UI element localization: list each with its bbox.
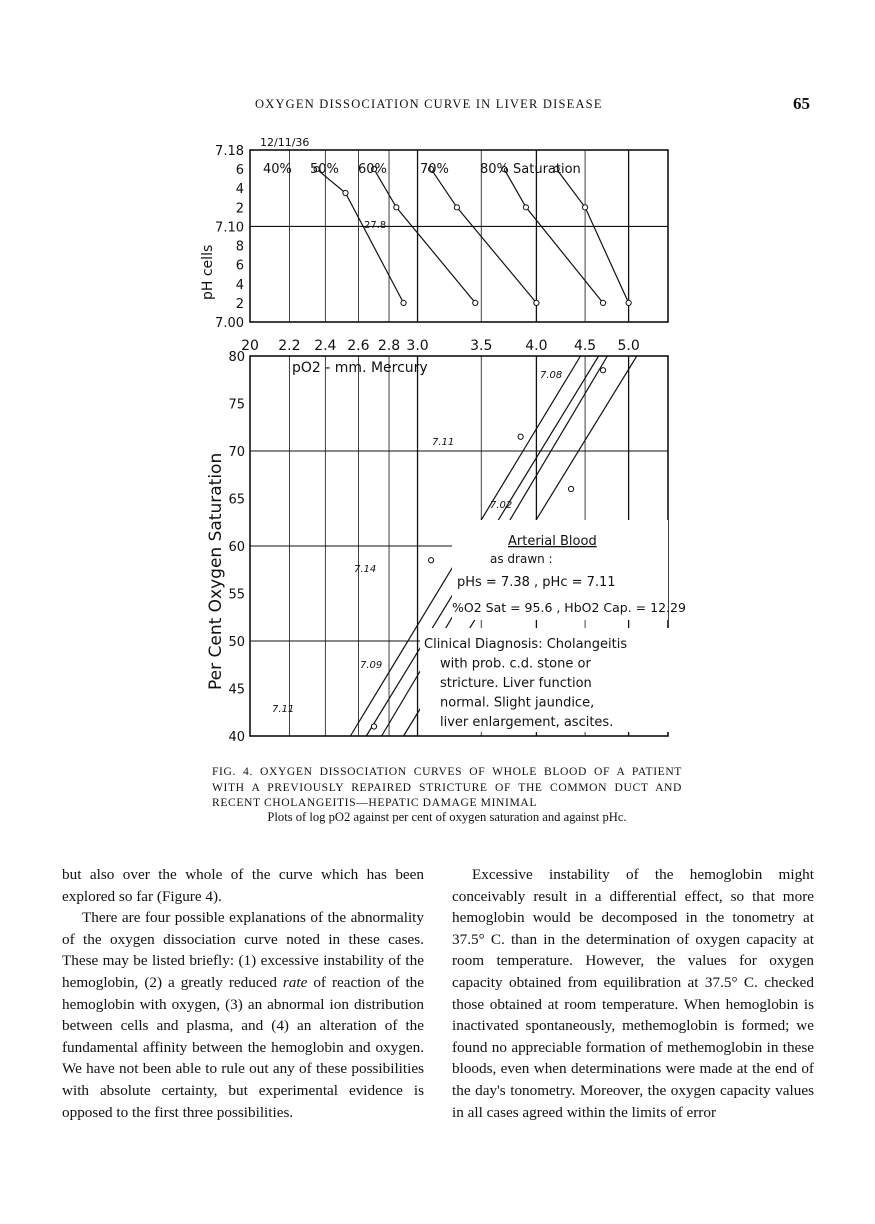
upper-data-point (523, 205, 528, 210)
lower-data-point (568, 486, 573, 491)
arterial-sub: as drawn : (490, 552, 553, 566)
point-label: 7.08 (540, 370, 563, 381)
x-tick-label: 4.0 (525, 338, 548, 354)
lower-y-tick-label: 80 (228, 350, 245, 365)
upper-y-tick-label: 4 (235, 277, 244, 293)
right-paragraph-1: Excessive instability of the hemoglobin might conceivably result in a differential effect, so that more hemoglobin would be decomposed in the tonometry at 37.5° C. than in the determination of oxygen capacity at room temperature. However, the values for oxygen capacity obtained from equilibration at 37.5° C. checked those obtained at room temperature. When hemoglobin is inactivated spontaneously, methemoglobin is formed; we found no appreciable formation of methemoglobin in these bloods, even when determinations were made at the end of the day's tonometry. Moreover, the oxygen capacity values in all cases agreed within the limits of error (452, 866, 814, 1121)
upper-y-tick-label: 7.10 (215, 220, 244, 236)
diagnosis-line: stricture. Liver function (440, 676, 592, 691)
saturation-label: 60% (358, 162, 387, 177)
left-column (62, 864, 424, 1123)
left-p2-emphasis: rate (282, 973, 308, 991)
x-tick-label: 2.8 (377, 338, 401, 354)
upper-series-line (431, 169, 536, 303)
lower-y-tick-label: 65 (228, 492, 245, 508)
upper-data-point (343, 190, 348, 195)
left-paragraph-1: but also over the whole of the curve which has been explored so far (Figure 4). (62, 866, 424, 905)
upper-series-line (557, 169, 629, 303)
right-column (452, 864, 814, 1123)
x-tick-label: 4.5 (573, 338, 597, 354)
upper-data-point (600, 300, 605, 305)
lower-y-tick-label: 70 (228, 445, 245, 460)
point-label: 7.11 (272, 704, 295, 715)
upper-data-point (626, 300, 631, 305)
left-paragraph-2 (62, 907, 424, 1123)
upper-y-tick-label: 8 (235, 239, 244, 255)
diagnosis-line: with prob. c.d. stone or (440, 656, 591, 672)
arterial-ph: pHs = 7.38 , pHc = 7.11 (457, 575, 616, 590)
x-tick-label: 2.2 (278, 338, 301, 354)
diagnosis-line: liver enlargement, ascites. (440, 715, 614, 730)
lower-data-point (371, 724, 376, 729)
x-tick-labels (241, 338, 640, 354)
date-label: 12/11/36 (260, 136, 310, 149)
left-p2-a: There are four possible explanations of the abnormality of the oxygen dissociation curve noted in these cases. These may be listed briefly: (1) excessive instability of the hemoglobin, (2) a greatly reduced (62, 909, 424, 991)
x-tick-label: 2.6 (347, 338, 370, 354)
upper-y-tick-label: 2 (235, 201, 244, 217)
upper-data-point (401, 300, 406, 305)
point-label: 7.14 (354, 564, 377, 575)
x-tick-label: 3.5 (470, 338, 493, 354)
saturation-label: 40% (263, 162, 292, 177)
diagnosis-line: Clinical Diagnosis: Cholangeitis (424, 637, 628, 652)
upper-y-tick-label: 7.00 (215, 316, 244, 331)
saturation-label: 80% Saturation (480, 162, 581, 177)
figure-subcaption: Plots of log pO2 against per cent of oxygen saturation and against pHc. (267, 810, 627, 824)
running-title: OXYGEN DISSOCIATION CURVE IN LIVER DISEASE (255, 97, 603, 111)
lower-y-tick-label: 55 (228, 587, 245, 603)
saturation-labels (263, 162, 581, 177)
arterial-title: Arterial Blood (508, 534, 597, 549)
x-axis-title: pO2 - mm. Mercury (292, 360, 428, 376)
upper-data-point (454, 205, 459, 210)
left-p2-b: of reaction of the hemoglobin with oxygen, (3) an abnormal ion distribution between cells and plasma, and (4) an alteration of the fundamental affinity between the hemoglobin and oxygen. We have not been able to rule out any of these possibilities with absolute certainty, but experimental evidence is opposed to the first three possibilities. (62, 973, 425, 1121)
upper-y-tick-label: 6 (235, 163, 244, 179)
upper-data-point (394, 205, 399, 210)
saturation-label: 50% (310, 162, 339, 177)
upper-y-tick-label: 2 (235, 296, 244, 312)
point-label: 7.11 (432, 437, 455, 448)
figure-caption: FIG. 4. OXYGEN DISSOCIATION CURVES OF WHOLE BLOOD OF A PATIENT WITH A PREVIOUSLY REPAIRED STRICTURE OF THE COMMON DUCT AND RECENT CHOLANGEITIS—HEPATIC DAMAGE MINIMAL (212, 765, 682, 809)
upper-data-point (473, 300, 478, 305)
lower-y-axis-title: Per Cent Oxygen Saturation (206, 452, 226, 690)
lower-y-tick-label: 40 (228, 730, 245, 745)
lower-y-tick-label: 45 (228, 682, 245, 698)
lower-y-tick-label: 50 (228, 635, 245, 650)
saturation-label: 70% (420, 162, 449, 177)
upper-y-axis-title: pH cells (200, 244, 216, 300)
x-tick-label: 5.0 (617, 338, 640, 354)
lower-y-tick-label: 60 (228, 540, 245, 555)
lower-y-tick-label: 75 (228, 397, 245, 413)
upper-annotation: 27.8 (364, 220, 387, 231)
upper-y-tick-label: 4 (235, 182, 244, 198)
upper-y-tick-label: 7.18 (215, 144, 244, 159)
upper-y-tick-label: 6 (235, 258, 244, 274)
point-label: 7.02 (490, 500, 513, 511)
arterial-sat: %O2 Sat = 95.6 , HbO2 Cap. = 12.29 (452, 600, 686, 615)
lower-data-point (600, 368, 605, 373)
x-tick-label: 3.0 (406, 338, 429, 354)
upper-data-point (534, 300, 539, 305)
diagnosis-line: normal. Slight jaundice, (440, 695, 595, 711)
lower-data-point (428, 558, 433, 563)
upper-data-point (582, 205, 587, 210)
x-tick-label: 2.4 (314, 338, 337, 354)
lower-data-point (518, 434, 523, 439)
x-tick-label: 20 (241, 338, 259, 354)
lower-y-tick-labels (228, 350, 245, 745)
upper-y-tick-labels (215, 144, 244, 331)
point-label: 7.09 (360, 660, 383, 671)
page-number: 65 (793, 94, 810, 113)
upper-series-line (317, 169, 404, 303)
